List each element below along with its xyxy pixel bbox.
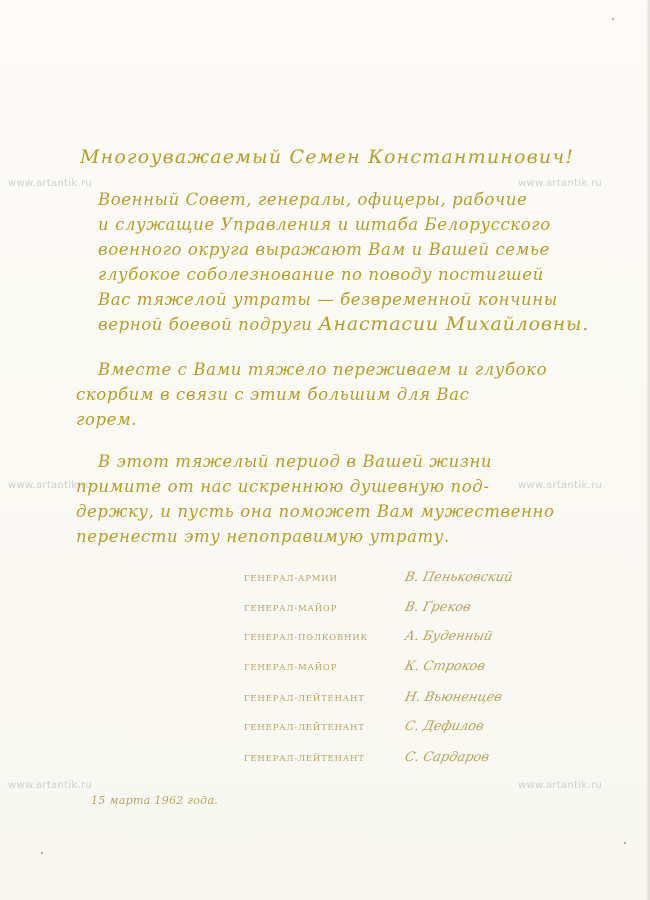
salutation: Многоуважаемый Семен Константинович! xyxy=(80,146,575,168)
handwritten-signature: С. Дефилов xyxy=(403,719,486,734)
signatory-rank: ГЕНЕРАЛ-ЛЕЙТЕНАНТ xyxy=(244,723,365,733)
watermark-right-3: www.artantik.ru xyxy=(518,780,603,791)
paragraph-line: В этот тяжелый период в Вашей жизни xyxy=(98,452,493,471)
signature-row xyxy=(0,719,650,741)
deceased-name: Анастасии Михайловны. xyxy=(318,313,590,335)
watermark-left-2: www.artantik.ru xyxy=(8,480,93,491)
watermark-left-1: www.artantik.ru xyxy=(8,178,93,189)
paragraph-line-last xyxy=(76,312,590,337)
watermark-right-1: www.artantik.ru xyxy=(518,178,603,189)
handwritten-signature: К. Строков xyxy=(403,659,487,674)
signature-row xyxy=(0,690,650,712)
handwritten-signature: Н. Вьюненцев xyxy=(403,690,504,705)
paragraph-line: держку, и пусть она поможет Вам мужественно xyxy=(76,502,555,521)
handwritten-signature: В. Греков xyxy=(403,600,473,615)
paper-speck xyxy=(41,852,43,854)
signatory-rank: ГЕНЕРАЛ-ЛЕЙТЕНАНТ xyxy=(244,754,365,764)
signature-row xyxy=(0,600,650,622)
signature-row xyxy=(0,570,650,592)
paragraph-line: Вас тяжелой утраты — безвременной кончины xyxy=(98,290,558,309)
paragraph-sympathy xyxy=(76,357,576,432)
paragraph-line: перенести эту непоправимую утрату. xyxy=(76,527,450,546)
watermark-left-3: www.artantik.ru xyxy=(8,780,93,791)
paragraph-condolence xyxy=(76,187,590,337)
paragraph-line: глубокое соболезнование по поводу постигшей xyxy=(98,265,544,284)
watermark-right-2: www.artantik.ru xyxy=(518,480,603,491)
paragraph-support xyxy=(76,449,576,549)
paragraph-line: военного округа выражают Вам и Вашей семье xyxy=(98,240,550,259)
signatory-rank: ГЕНЕРАЛ-МАЙОР xyxy=(244,663,338,673)
signatory-rank: ГЕНЕРАЛ-ЛЕЙТЕНАНТ xyxy=(244,694,365,704)
signatory-rank: ГЕНЕРАЛ-МАЙОР xyxy=(244,604,338,614)
paragraph-line: скорбим в связи с этим большим для Вас xyxy=(76,385,470,404)
paragraph-line: горем. xyxy=(76,410,138,429)
paper-speck xyxy=(612,18,614,20)
handwritten-signature: С. Сардаров xyxy=(403,750,491,765)
signature-row xyxy=(0,659,650,681)
handwritten-signature: В. Пеньковский xyxy=(403,570,515,585)
paragraph-line: и служащие Управления и штаба Белорусского xyxy=(98,215,551,234)
paragraph-line: примите от нас искреннюю душевную под- xyxy=(76,477,490,496)
signature-row xyxy=(0,629,650,651)
signatory-rank: ГЕНЕРАЛ-ПОЛКОВНИК xyxy=(244,633,368,643)
signature-row xyxy=(0,750,650,772)
paragraph-line: Военный Совет, генералы, офицеры, рабочие xyxy=(98,190,528,209)
paragraph-line: Вместе с Вами тяжело переживаем и глубоко xyxy=(98,360,548,379)
signatory-rank: ГЕНЕРАЛ-АРМИИ xyxy=(244,574,338,584)
handwritten-signature: А. Буденный xyxy=(403,629,494,644)
paragraph-line-prefix: верной боевой подруги xyxy=(98,315,319,334)
letter-date: 15 марта 1962 года. xyxy=(91,794,219,807)
paper-speck xyxy=(624,842,626,844)
